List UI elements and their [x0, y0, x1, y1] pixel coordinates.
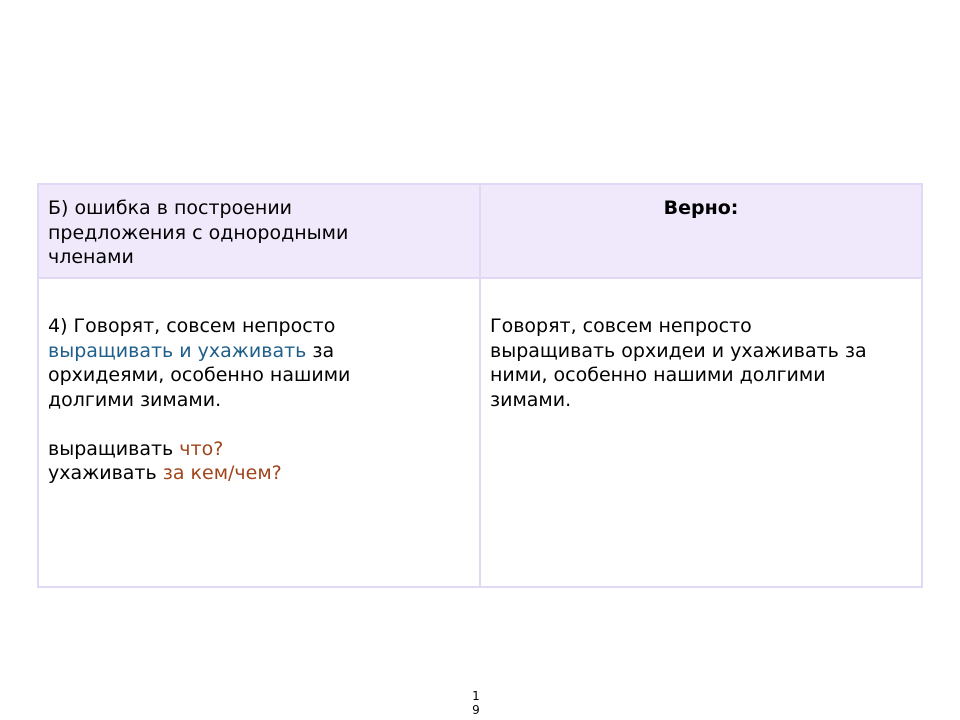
example-cell: [38, 278, 480, 587]
correct-cell: [480, 278, 922, 587]
correct-line: зимами.: [490, 388, 572, 411]
example-line: [48, 339, 470, 364]
header-line: членами: [48, 246, 134, 268]
error-table: [37, 183, 923, 588]
correct-line: выращивать орхидеи и ухаживать за: [490, 339, 867, 362]
header-cell-correct: [480, 184, 922, 278]
example-line: долгими зимами.: [48, 388, 222, 411]
example-line: 4) Говорят, совсем непросто: [48, 315, 336, 337]
verb: ухаживать: [48, 462, 163, 484]
table-header-row: [38, 184, 922, 278]
question: что?: [179, 437, 224, 460]
correct-heading: Верно:: [663, 197, 739, 219]
header-line: предложения с однородными: [48, 221, 349, 244]
question: за кем/чем?: [162, 462, 282, 484]
header-cell-error-type: [38, 184, 480, 278]
page-number-digit: 1: [472, 689, 480, 703]
page-number: [466, 689, 486, 717]
header-line: Б) ошибка в построении: [48, 197, 293, 219]
highlighted-homogeneous-members: выращивать и ухаживать: [48, 339, 307, 362]
example-line: орхидеями, особенно нашими: [48, 364, 351, 386]
verb: выращивать: [48, 437, 180, 460]
correct-line: ними, особенно нашими долгими: [490, 364, 826, 386]
spacer: [48, 412, 470, 437]
table-body-row: [38, 278, 922, 587]
question-line: [48, 461, 470, 486]
example-fragment: за: [306, 339, 335, 362]
page-number-digit: 9: [472, 703, 480, 717]
question-line: [48, 437, 470, 462]
correct-line: Говорят, совсем непросто: [490, 315, 752, 337]
